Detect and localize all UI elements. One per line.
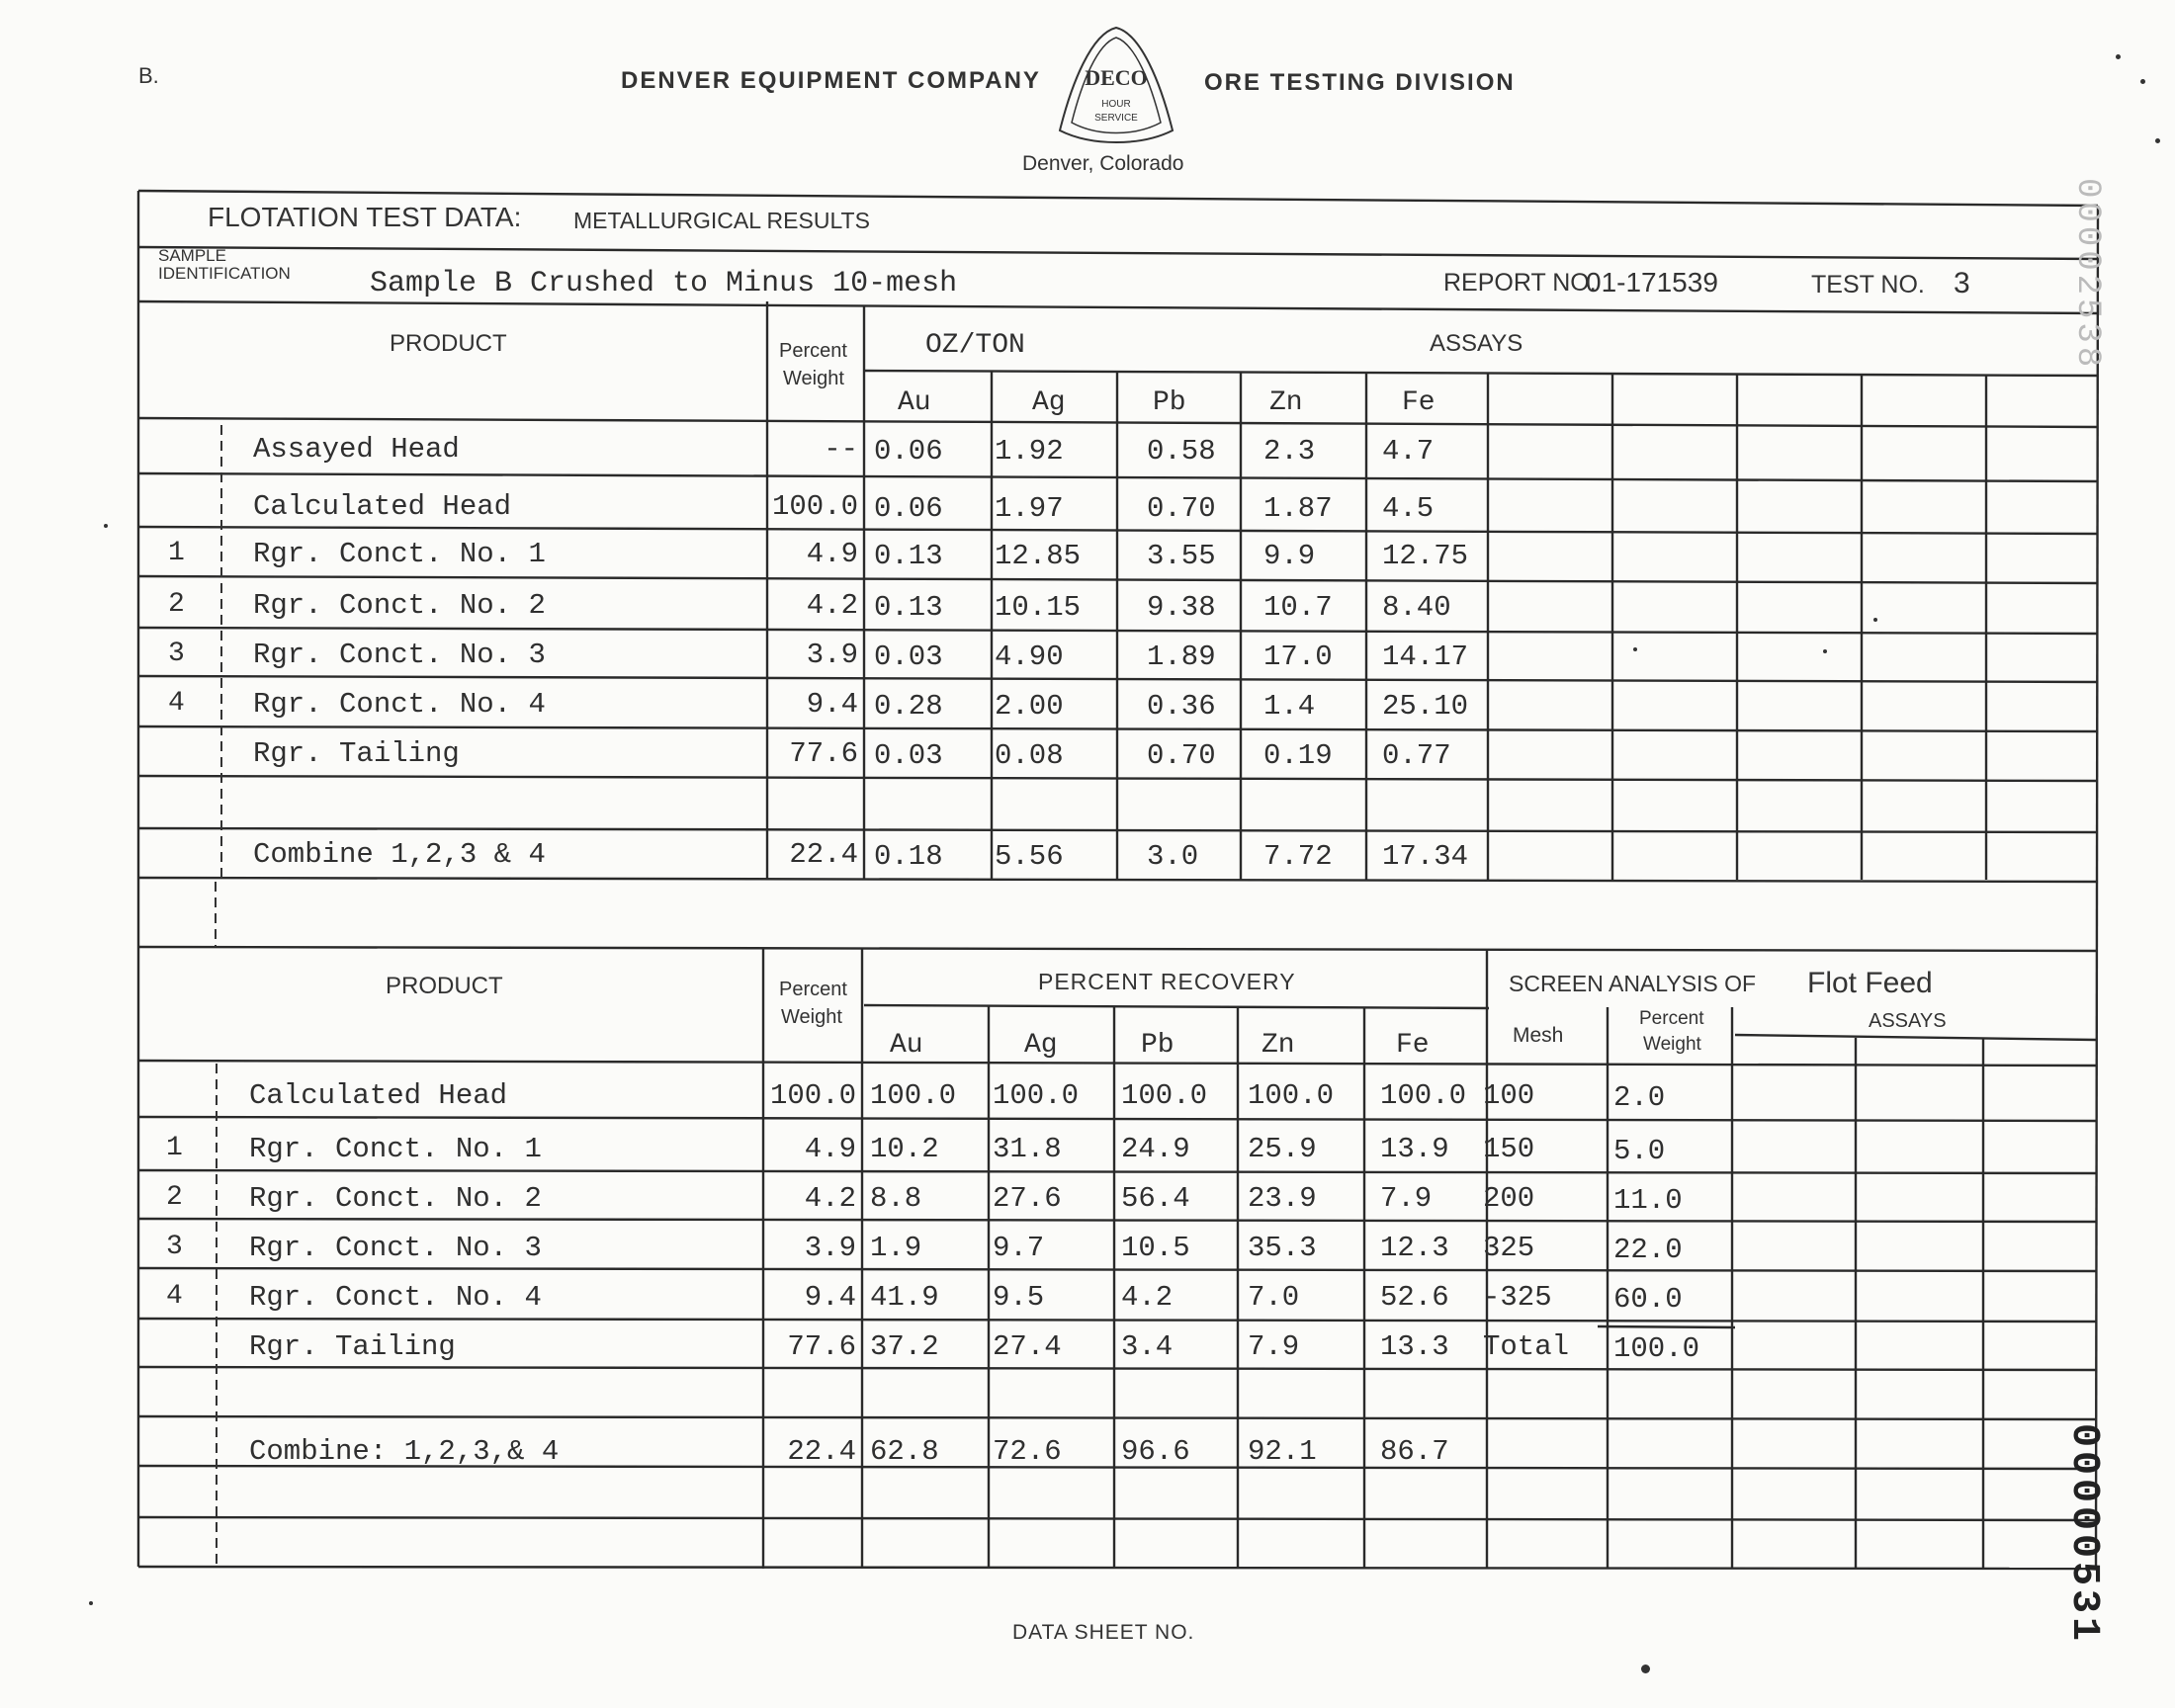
recovery-row-zn: 92.1 [1248, 1435, 1317, 1468]
recovery-row-au: 62.8 [870, 1435, 939, 1468]
assay-row-ag: 2.00 [995, 690, 1064, 723]
assay-row-ag: 4.90 [995, 640, 1064, 673]
assay-row-fe: 12.75 [1382, 540, 1469, 572]
assay-row-au: 0.03 [874, 640, 943, 673]
assay-col-ag: Ag [1032, 387, 1066, 418]
speck [2116, 54, 2121, 59]
assay-row-ag: 5.56 [995, 840, 1064, 873]
recovery-row-au: 1.9 [870, 1232, 922, 1264]
screen-row-weight: 2.0 [1613, 1081, 1666, 1114]
assay-row-fe: 17.34 [1382, 840, 1469, 873]
recovery-row-number: 4 [166, 1281, 183, 1312]
assay-row-fe: 8.40 [1382, 591, 1451, 624]
recovery-row-ag: 9.7 [993, 1232, 1045, 1264]
screen-row-mesh: 200 [1483, 1182, 1535, 1215]
recovery-col-ag: Ag [1024, 1030, 1058, 1061]
speck [1641, 1665, 1650, 1673]
screen-row-weight: 22.0 [1613, 1234, 1683, 1266]
logo-text-bottom: SERVICE [1094, 113, 1138, 124]
recovery-row-au: 37.2 [870, 1330, 939, 1363]
speck [1823, 649, 1827, 653]
assay-row-weight: 4.2 [806, 589, 858, 622]
assay-row-au: 0.06 [874, 435, 943, 468]
assay-row-au: 0.03 [874, 739, 943, 772]
recovery-row-weight: 100.0 [769, 1079, 856, 1112]
recovery-row-fe: 100.0 [1380, 1079, 1467, 1112]
recovery-row-fe: 52.6 [1380, 1281, 1449, 1314]
recovery-row-ag: 100.0 [993, 1079, 1080, 1112]
assay-row-number: 1 [168, 538, 185, 568]
recovery-row-weight: 22.4 [787, 1435, 856, 1468]
logo-text-mid: HOUR [1101, 99, 1131, 110]
report-number-label: REPORT NO. [1443, 269, 1597, 297]
assay-row-weight: 3.9 [806, 639, 858, 671]
recovery-percent-label: Percent [779, 979, 847, 1000]
assay-row-zn: 17.0 [1263, 640, 1333, 673]
recovery-row-ag: 27.4 [993, 1330, 1062, 1363]
recovery-row-pb: 4.2 [1121, 1281, 1174, 1314]
assay-row-product: Rgr. Tailing [253, 737, 460, 770]
screen-row-weight: 60.0 [1613, 1283, 1683, 1316]
screen-row-mesh: 100 [1483, 1079, 1535, 1112]
assay-col-au: Au [898, 387, 931, 418]
recovery-row-product: Rgr. Tailing [249, 1330, 456, 1363]
speck [104, 524, 108, 528]
assay-col-pb: Pb [1153, 387, 1186, 418]
assay-row-zn: 1.87 [1263, 492, 1333, 525]
screen-row-mesh: 325 [1483, 1232, 1535, 1264]
assay-row-pb: 0.36 [1147, 690, 1216, 723]
assay-row-ag: 1.97 [995, 492, 1064, 525]
recovery-row-zn: 100.0 [1248, 1079, 1335, 1112]
assay-row-au: 0.06 [874, 492, 943, 525]
assay-percent-label: Percent [779, 340, 847, 362]
stamp-top-right: 00002538 [2068, 178, 2106, 372]
assay-row-product: Calculated Head [253, 490, 512, 523]
recovery-row-ag: 31.8 [993, 1133, 1062, 1165]
assay-row-ag: 10.15 [995, 591, 1082, 624]
recovery-row-au: 41.9 [870, 1281, 939, 1314]
assay-row-fe: 0.77 [1382, 739, 1451, 772]
assay-row-fe: 4.7 [1382, 435, 1435, 468]
speck [2140, 79, 2145, 84]
data-sheet-label: DATA SHEET NO. [1012, 1621, 1195, 1644]
assay-row-zn: 2.3 [1263, 435, 1316, 468]
sample-label [158, 247, 291, 283]
recovery-col-pb: Pb [1141, 1030, 1174, 1061]
assay-row-zn: 9.9 [1263, 540, 1316, 572]
screen-row-mesh: Total [1483, 1330, 1570, 1363]
assay-row-pb: 0.70 [1147, 739, 1216, 772]
screen-analysis-label: SCREEN ANALYSIS OF [1509, 971, 1757, 996]
assay-row-product: Assayed Head [253, 433, 460, 466]
assay-row-au: 0.13 [874, 540, 943, 572]
assay-row-ag: 0.08 [995, 739, 1064, 772]
assay-row-zn: 0.19 [1263, 739, 1333, 772]
recovery-col-fe: Fe [1396, 1030, 1430, 1061]
recovery-row-product: Calculated Head [249, 1079, 508, 1112]
assay-row-fe: 14.17 [1382, 640, 1469, 673]
recovery-row-number: 3 [166, 1232, 183, 1262]
assay-row-product: Rgr. Conct. No. 1 [253, 538, 546, 570]
mesh-weight-label: Weight [1643, 1034, 1701, 1055]
form-title-sub: METALLURGICAL RESULTS [573, 208, 870, 233]
assay-row-pb: 0.70 [1147, 492, 1216, 525]
screen-row-weight: 100.0 [1613, 1332, 1700, 1365]
recovery-row-weight: 4.2 [804, 1182, 856, 1215]
recovery-weight-label: Weight [781, 1006, 842, 1028]
assay-row-weight: 4.9 [806, 538, 858, 570]
recovery-row-number: 2 [166, 1182, 183, 1213]
screen-analysis-hand: Flot Feed [1807, 967, 1933, 999]
assay-row-weight: -- [824, 433, 858, 466]
recovery-row-zn: 25.9 [1248, 1133, 1317, 1165]
recovery-row-product: Combine: 1,2,3,& 4 [249, 1435, 560, 1468]
assay-row-fe: 25.10 [1382, 690, 1469, 723]
assay-row-pb: 0.58 [1147, 435, 1216, 468]
assay-row-pb: 9.38 [1147, 591, 1216, 624]
recovery-row-product: Rgr. Conct. No. 2 [249, 1182, 542, 1215]
recovery-col-zn: Zn [1262, 1030, 1295, 1061]
recovery-row-ag: 27.6 [993, 1182, 1062, 1215]
assay-row-pb: 3.0 [1147, 840, 1199, 873]
recovery-row-au: 100.0 [870, 1079, 957, 1112]
recovery-row-fe: 13.9 [1380, 1133, 1449, 1165]
assay-row-zn: 7.72 [1263, 840, 1333, 873]
recovery-row-zn: 23.9 [1248, 1182, 1317, 1215]
logo-text-top: DECO [1085, 65, 1148, 90]
assay-row-product: Rgr. Conct. No. 4 [253, 688, 546, 721]
recovery-product-header: PRODUCT [386, 973, 503, 999]
recovery-row-pb: 56.4 [1121, 1182, 1190, 1215]
recovery-row-fe: 7.9 [1380, 1182, 1433, 1215]
assay-row-weight: 22.4 [789, 838, 858, 871]
recovery-row-pb: 96.6 [1121, 1435, 1190, 1468]
recovery-row-fe: 86.7 [1380, 1435, 1449, 1468]
recovery-row-number: 1 [166, 1133, 183, 1163]
assay-product-header: PRODUCT [390, 330, 507, 357]
recovery-row-product: Rgr. Conct. No. 1 [249, 1133, 542, 1165]
assay-row-ag: 1.92 [995, 435, 1064, 468]
screen-row-weight: 5.0 [1613, 1135, 1666, 1167]
assay-unit-label: OZ/TON [925, 330, 1025, 361]
screen-row-mesh: -325 [1483, 1281, 1552, 1314]
assay-row-product: Rgr. Conct. No. 2 [253, 589, 546, 622]
sample-identification-value: Sample B Crushed to Minus 10-mesh [370, 267, 958, 300]
assay-row-au: 0.28 [874, 690, 943, 723]
company-name: DENVER EQUIPMENT COMPANY [621, 67, 1041, 94]
mesh-col-label: Mesh [1513, 1024, 1564, 1047]
assay-row-weight: 77.6 [789, 737, 858, 770]
recovery-row-fe: 13.3 [1380, 1330, 1449, 1363]
form-title-main: FLOTATION TEST DATA: [208, 202, 522, 232]
speck [2155, 138, 2160, 143]
sample-label-line2: IDENTIFICATION [158, 264, 291, 283]
screen-assays-label: ASSAYS [1869, 1010, 1947, 1032]
recovery-row-fe: 12.3 [1380, 1232, 1449, 1264]
recovery-col-au: Au [890, 1030, 923, 1061]
report-number-value: 01-171539 [1586, 267, 1718, 298]
screen-row-weight: 11.0 [1613, 1184, 1683, 1217]
assay-row-number: 2 [168, 589, 185, 620]
test-number-label: TEST NO. [1811, 271, 1925, 299]
assay-col-fe: Fe [1402, 387, 1436, 418]
assay-row-weight: 100.0 [771, 490, 858, 523]
speck [1633, 647, 1637, 651]
assay-row-fe: 4.5 [1382, 492, 1435, 525]
assay-row-pb: 1.89 [1147, 640, 1216, 673]
recovery-row-product: Rgr. Conct. No. 3 [249, 1232, 542, 1264]
speck [1873, 618, 1877, 622]
recovery-row-ag: 72.6 [993, 1435, 1062, 1468]
assay-row-pb: 3.55 [1147, 540, 1216, 572]
percent-recovery-label: PERCENT RECOVERY [1038, 969, 1296, 994]
recovery-row-zn: 7.0 [1248, 1281, 1300, 1314]
assay-row-zn: 1.4 [1263, 690, 1316, 723]
recovery-row-au: 8.8 [870, 1182, 922, 1215]
recovery-row-pb: 100.0 [1121, 1079, 1208, 1112]
recovery-row-pb: 10.5 [1121, 1232, 1190, 1264]
recovery-row-zn: 7.9 [1248, 1330, 1300, 1363]
recovery-row-pb: 3.4 [1121, 1330, 1174, 1363]
assay-row-product: Rgr. Conct. No. 3 [253, 639, 546, 671]
recovery-row-au: 10.2 [870, 1133, 939, 1165]
mesh-percent-label: Percent [1639, 1008, 1704, 1029]
recovery-row-weight: 3.9 [804, 1232, 856, 1264]
assay-weight-label: Weight [783, 368, 844, 389]
recovery-row-weight: 77.6 [787, 1330, 856, 1363]
assay-row-au: 0.18 [874, 840, 943, 873]
recovery-row-ag: 9.5 [993, 1281, 1045, 1314]
assay-row-ag: 12.85 [995, 540, 1082, 572]
company-logo [1052, 24, 1180, 152]
assay-row-weight: 9.4 [806, 688, 858, 721]
assay-row-zn: 10.7 [1263, 591, 1333, 624]
recovery-row-zn: 35.3 [1248, 1232, 1317, 1264]
recovery-row-weight: 9.4 [804, 1281, 856, 1314]
recovery-row-weight: 4.9 [804, 1133, 856, 1165]
screen-row-mesh: 150 [1483, 1133, 1535, 1165]
speck [89, 1601, 93, 1605]
assay-row-au: 0.13 [874, 591, 943, 624]
sheet-letter: B. [138, 63, 159, 88]
sample-label-line1: SAMPLE [158, 246, 226, 265]
recovery-row-pb: 24.9 [1121, 1133, 1190, 1165]
division-name: ORE TESTING DIVISION [1204, 69, 1516, 96]
company-location: Denver, Colorado [1022, 152, 1184, 175]
assay-row-number: 4 [168, 688, 185, 719]
stamp-bottom-right: 00000531 [2061, 1423, 2106, 1646]
assay-row-number: 3 [168, 639, 185, 669]
test-number-value: 3 [1954, 267, 1970, 299]
recovery-row-product: Rgr. Conct. No. 4 [249, 1281, 542, 1314]
assays-label: ASSAYS [1430, 330, 1523, 357]
assay-col-zn: Zn [1269, 387, 1303, 418]
assay-row-product: Combine 1,2,3 & 4 [253, 838, 546, 871]
